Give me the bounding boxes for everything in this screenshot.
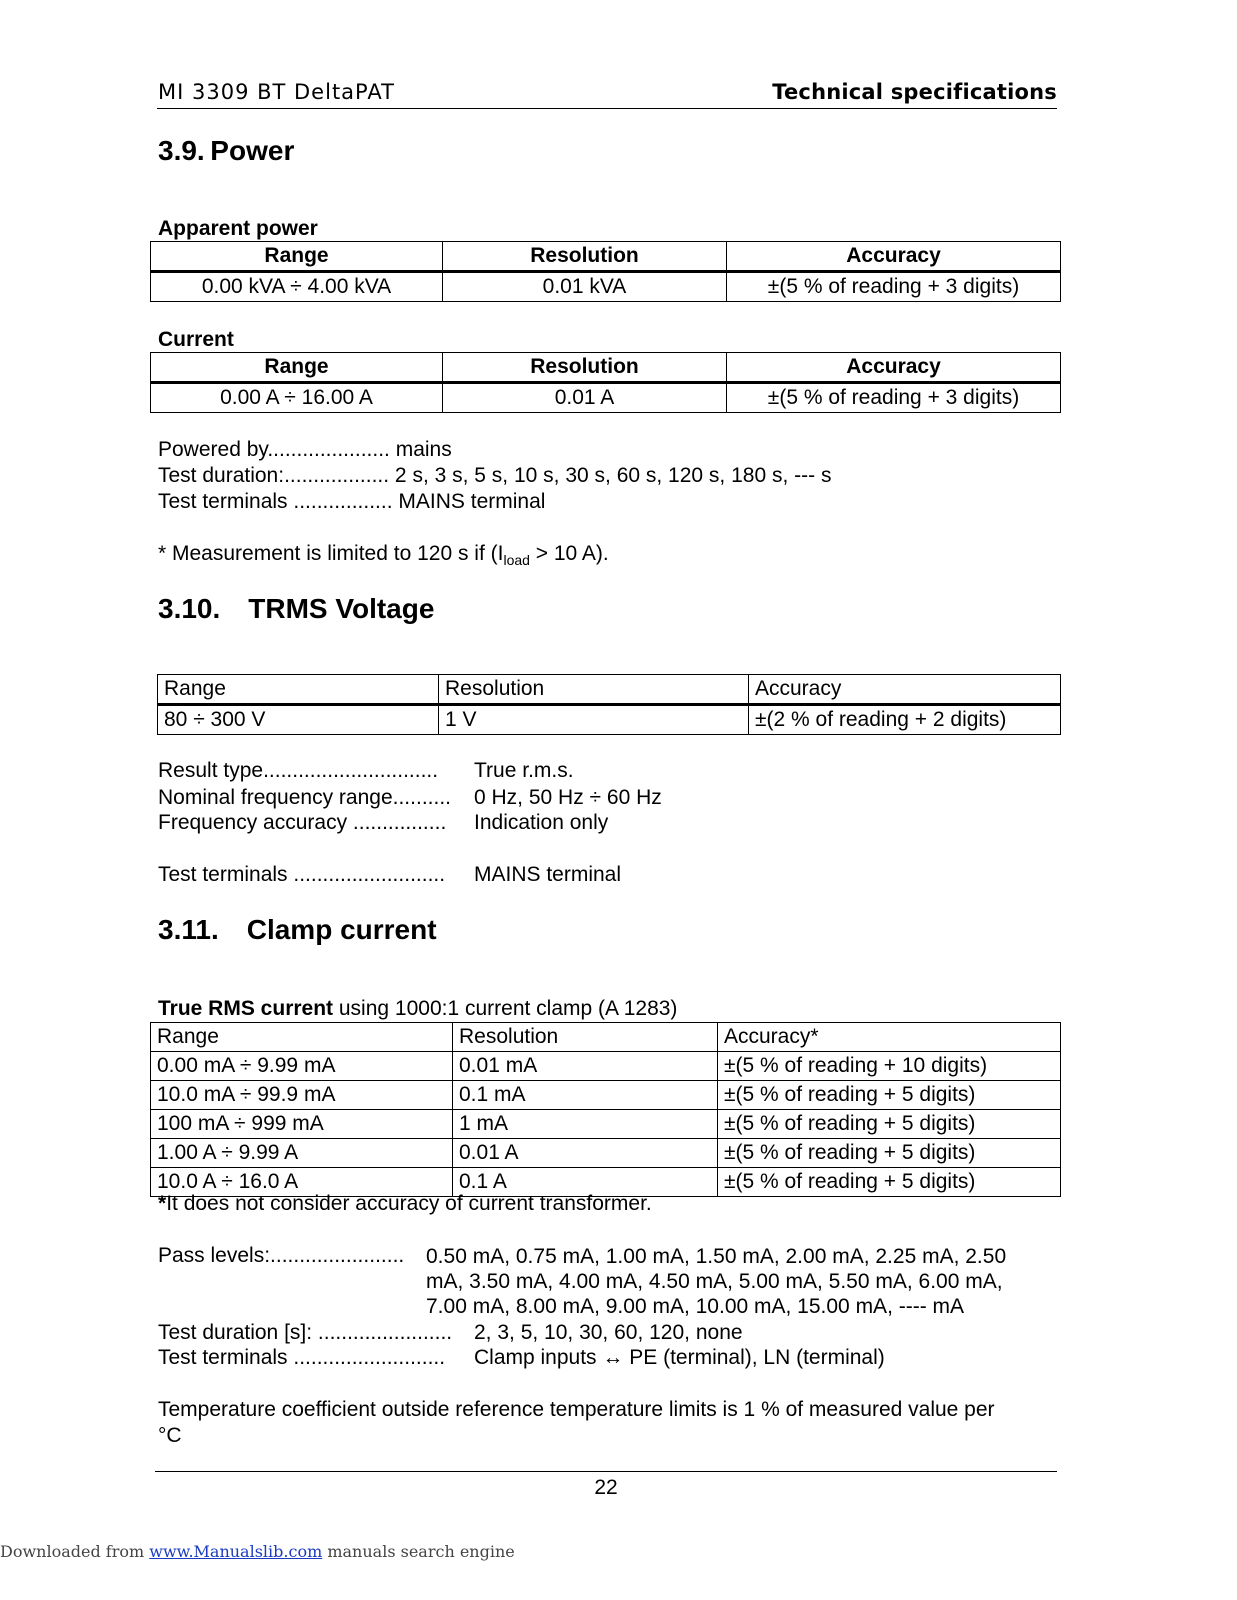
spec-trms-terminals-value: MAINS terminal <box>474 863 622 886</box>
dot-leader: .............................. <box>263 759 439 782</box>
cell-resolution: 0.01 A <box>443 383 727 413</box>
spec-clamp-duration-value: 2, 3, 5, 10, 30, 60, 120, none <box>474 1321 743 1344</box>
cell-accuracy: ±(2 % of reading + 2 digits) <box>749 705 1061 735</box>
cell-resolution: 0.01 kVA <box>443 272 727 302</box>
footnote-text: It does not consider accuracy of current transformer. <box>166 1192 652 1215</box>
table-row <box>151 1081 1061 1110</box>
pass-levels-label: Pass levels:....................... <box>158 1244 405 1267</box>
table-row <box>151 383 1061 413</box>
col-range: Range <box>158 675 439 705</box>
cell-accuracy: ±(5 % of reading + 3 digits) <box>727 272 1061 302</box>
clamp-table-caption <box>158 997 677 1021</box>
spec-test-duration: Test duration:.................. 2 s, 3 s, 5 s, 10 s, 30 s, 60 s, 120 s, 180 s, --- s <box>158 464 832 487</box>
temperature-coefficient-line1: Temperature coefficient outside reference temperature limits is 1 % of measured value per <box>158 1398 995 1421</box>
cell-range: 80 ÷ 300 V <box>158 705 439 735</box>
cell-resolution: 1 V <box>439 705 749 735</box>
cell-accuracy: ±(5 % of reading + 5 digits) <box>718 1081 1061 1110</box>
measurement-note <box>158 542 609 568</box>
spec-clamp-duration <box>158 1321 452 1345</box>
col-resolution: Resolution <box>443 242 727 272</box>
manualslib-link[interactable]: www.Manualslib.com <box>149 1542 323 1561</box>
col-accuracy: Accuracy <box>749 675 1061 705</box>
cell-accuracy: ±(5 % of reading + 10 digits) <box>718 1052 1061 1081</box>
section-title-trms-voltage: 3.10. TRMS Voltage <box>158 593 435 624</box>
dot-leader: .......... <box>392 786 451 809</box>
cell-range: 0.00 kVA ÷ 4.00 kVA <box>151 272 443 302</box>
temperature-coefficient-line2: °C <box>158 1424 182 1447</box>
table-row <box>151 1052 1061 1081</box>
cell-range: 1.00 A ÷ 9.99 A <box>151 1139 453 1168</box>
note-text-pre: * Measurement is limited to 120 s if (I <box>158 542 504 565</box>
spec-key: Nominal frequency range <box>158 786 393 809</box>
col-accuracy: Accuracy* <box>718 1023 1061 1052</box>
col-resolution: Resolution <box>443 353 727 383</box>
cell-range: 0.00 mA ÷ 9.99 mA <box>151 1052 453 1081</box>
col-range: Range <box>151 242 443 272</box>
spec-key: Test terminals <box>158 863 294 886</box>
cell-range: 10.0 mA ÷ 99.9 mA <box>151 1081 453 1110</box>
current-caption: Current <box>158 328 234 351</box>
spec-result-type <box>158 759 438 783</box>
spec-trms-terminals <box>158 863 445 887</box>
header-doc-title: MI 3309 BT DeltaPAT <box>158 80 395 104</box>
cell-accuracy: ±(5 % of reading + 5 digits) <box>718 1168 1061 1197</box>
note-text-post: > 10 A). <box>529 542 609 565</box>
col-resolution: Resolution <box>453 1023 718 1052</box>
dot-leader: ................ <box>352 811 447 834</box>
section-title-power: 3.9. Power <box>158 135 295 166</box>
spec-key: Test duration [s]: <box>158 1321 318 1344</box>
col-accuracy: Accuracy <box>727 353 1061 383</box>
cell-range: 10.0 A ÷ 16.0 A <box>151 1168 453 1197</box>
footer-divider <box>155 1471 1057 1472</box>
current-table <box>150 352 1061 413</box>
pass-levels-line: 0.50 mA, 0.75 mA, 1.00 mA, 1.50 mA, 2.00 mA, 2.25 mA, 2.50 <box>426 1245 1007 1268</box>
col-range: Range <box>151 1023 453 1052</box>
table-row <box>151 1139 1061 1168</box>
clamp-current-table <box>150 1022 1061 1197</box>
trms-voltage-table <box>157 674 1061 735</box>
pass-levels-line: 7.00 mA, 8.00 mA, 9.00 mA, 10.00 mA, 15.00 mA, ---- mA <box>426 1295 965 1318</box>
cell-resolution: 1 mA <box>453 1110 718 1139</box>
spec-key: Frequency accuracy <box>158 811 353 834</box>
spec-test-terminals: Test terminals ................. MAINS terminal <box>158 490 546 513</box>
header-divider <box>157 108 1057 109</box>
table-row <box>151 1110 1061 1139</box>
cell-range: 0.00 A ÷ 16.00 A <box>151 383 443 413</box>
spec-nominal-frequency-value: 0 Hz, 50 Hz ÷ 60 Hz <box>474 786 662 809</box>
table-row <box>151 272 1061 302</box>
dot-leader: .......................... <box>293 863 446 886</box>
table-row <box>158 705 1061 735</box>
pass-levels-line: mA, 3.50 mA, 4.00 mA, 4.50 mA, 5.00 mA, 5.50 mA, 6.00 mA, <box>426 1270 1003 1293</box>
clamp-footnote <box>158 1192 652 1216</box>
page-number: 22 <box>594 1476 618 1499</box>
col-range: Range <box>151 353 443 383</box>
col-accuracy: Accuracy <box>727 242 1061 272</box>
cell-accuracy: ±(5 % of reading + 5 digits) <box>718 1139 1061 1168</box>
apparent-power-table <box>150 241 1061 302</box>
dot-leader: ....................... <box>317 1321 453 1344</box>
apparent-power-caption: Apparent power <box>158 217 318 240</box>
cell-resolution: 0.1 A <box>453 1168 718 1197</box>
spec-key: Result type <box>158 759 264 782</box>
dot-leader: .......................... <box>293 1346 446 1369</box>
spec-clamp-terminals-value: Clamp inputs ↔ PE (terminal), LN (terminal) <box>474 1346 885 1369</box>
cell-resolution: 0.01 mA <box>453 1052 718 1081</box>
cell-range: 100 mA ÷ 999 mA <box>151 1110 453 1139</box>
spec-key: Test terminals <box>158 1346 294 1369</box>
spec-result-type-value: True r.m.s. <box>474 759 574 782</box>
cell-resolution: 0.01 A <box>453 1139 718 1168</box>
caption-rest: using 1000:1 current clamp (A 1283) <box>333 997 678 1020</box>
spec-frequency-accuracy-value: Indication only <box>474 811 609 834</box>
col-resolution: Resolution <box>439 675 749 705</box>
note-subscript: load <box>503 552 530 569</box>
spec-powered-by: Powered by..................... mains <box>158 438 452 461</box>
footnote-asterisk: * <box>158 1192 167 1215</box>
pass-levels-values <box>426 1244 1006 1319</box>
download-notice-post: manuals search engine <box>322 1542 515 1561</box>
header-section-title: Technical specifications <box>772 80 1057 104</box>
download-notice <box>0 1542 515 1561</box>
spec-clamp-terminals <box>158 1346 445 1370</box>
spec-frequency-accuracy <box>158 811 446 835</box>
cell-accuracy: ±(5 % of reading + 3 digits) <box>727 383 1061 413</box>
download-notice-pre: Downloaded from <box>0 1542 150 1561</box>
cell-resolution: 0.1 mA <box>453 1081 718 1110</box>
section-title-clamp-current: 3.11. Clamp current <box>158 914 437 945</box>
cell-accuracy: ±(5 % of reading + 5 digits) <box>718 1110 1061 1139</box>
caption-bold: True RMS current <box>158 997 334 1020</box>
spec-nominal-frequency <box>158 786 451 810</box>
